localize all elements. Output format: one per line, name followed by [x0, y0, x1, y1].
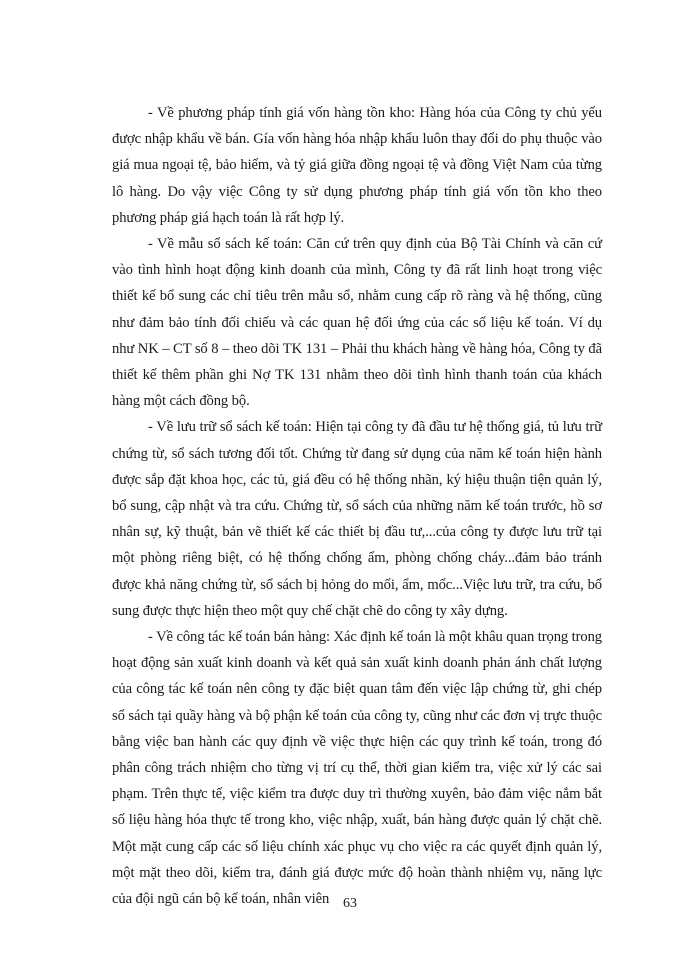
paragraph-records-storage: - Về lưu trữ sổ sách kế toán: Hiện tại công ty đã đầu tư hệ thống giá, tủ lưu trữ chứng từ, sổ sách tương đối tốt. Chứng từ đang sử dụng của năm kế toán hiện hành được sắp đặt khoa học, các tủ, giá đều có hệ thống nhãn, ký hiệu thuận tiện quản lý, bổ sung, cập nhật và tra cứu. Chứng từ, sổ sách của những năm kế toán trước, hồ sơ nhân sự, kỹ thuật, bản vẽ thiết kế các thiết bị đầu tư,...của công ty được lưu trữ tại một phòng riêng biệt, có hệ thống chống ẩm, phòng chống cháy...đảm bảo tránh được khả năng chứng từ, sổ sách bị hỏng do mối, ẩm, mốc...Việc lưu trữ, tra cứu, bổ sung được thực hiện theo một quy chế chặt chẽ do công ty xây dựng.	[112, 419, 602, 619]
paragraph-inventory-costing: - Về phương pháp tính giá vốn hàng tồn kho: Hàng hóa của Công ty chủ yếu được nhập khẩu về bán. Gía vốn hàng hóa nhập khẩu luôn thay đổi do phụ thuộc vào giá mua ngoại tệ, bảo hiểm, và tỷ giá giữa đồng ngoại tệ và đồng Việt Nam của từng lô hàng. Do vậy việc Công ty sử dụng phương pháp tính giá vốn tồn kho theo phương pháp giá hạch toán là rất hợp lý.	[112, 105, 602, 226]
paragraph-sales-accounting: - Về công tác kế toán bán hàng: Xác định kế toán là một khâu quan trọng trong hoạt động sản xuất kinh doanh và kết quả sản xuất kinh doanh phản ánh chất lượng của công tác kế toán nên công ty đặc biệt quan tâm đến việc lập chứng từ, ghi chép sổ sách tại quầy hàng và bộ phận kế toán của công ty, cũng như các đơn vị trực thuộc bằng việc ban hành các quy định về việc thực hiện các quy trình kế toán, trong đó phân công trách nhiệm cho từng vị trí cụ thể, thời gian kiểm tra, việc xử lý các sai phạm. Trên thực tế, việc kiểm tra được duy trì thường xuyên, bảo đảm việc nắm bắt số liệu hàng hóa thực tế trong kho, việc nhập, xuất, bán hàng được quản lý chặt chẽ. Một mặt cung cấp các số liệu chính xác phục vụ cho việc ra các quyết định quản lý, một mặt theo dõi, kiểm tra, đánh giá được mức độ hoàn thành nhiệm vụ, năng lực của đội ngũ cán bộ kế toán, nhân viên	[112, 629, 602, 908]
page-number: 63	[343, 896, 357, 911]
body-text	[112, 100, 602, 912]
paragraph-ledger-templates: - Về mẫu sổ sách kế toán: Căn cứ trên quy định của Bộ Tài Chính và căn cứ vào tình hình hoạt động kinh doanh của mình, Công ty đã rất linh hoạt trong việc thiết kế bổ sung các chỉ tiêu trên mẫu sổ, nhằm cung cấp rõ ràng và hệ thống, cũng như đảm bảo tính đối chiếu và các quan hệ đối ứng của các số liệu kế toán. Ví dụ như NK – CT số 8 – theo dõi TK 131 – Phải thu khách hàng về hàng hóa, Công ty đã thiết kế thêm phần ghi Nợ TK 131 nhằm theo dõi tình hình thanh toán của khách hàng một cách đồng bộ.	[112, 236, 602, 410]
